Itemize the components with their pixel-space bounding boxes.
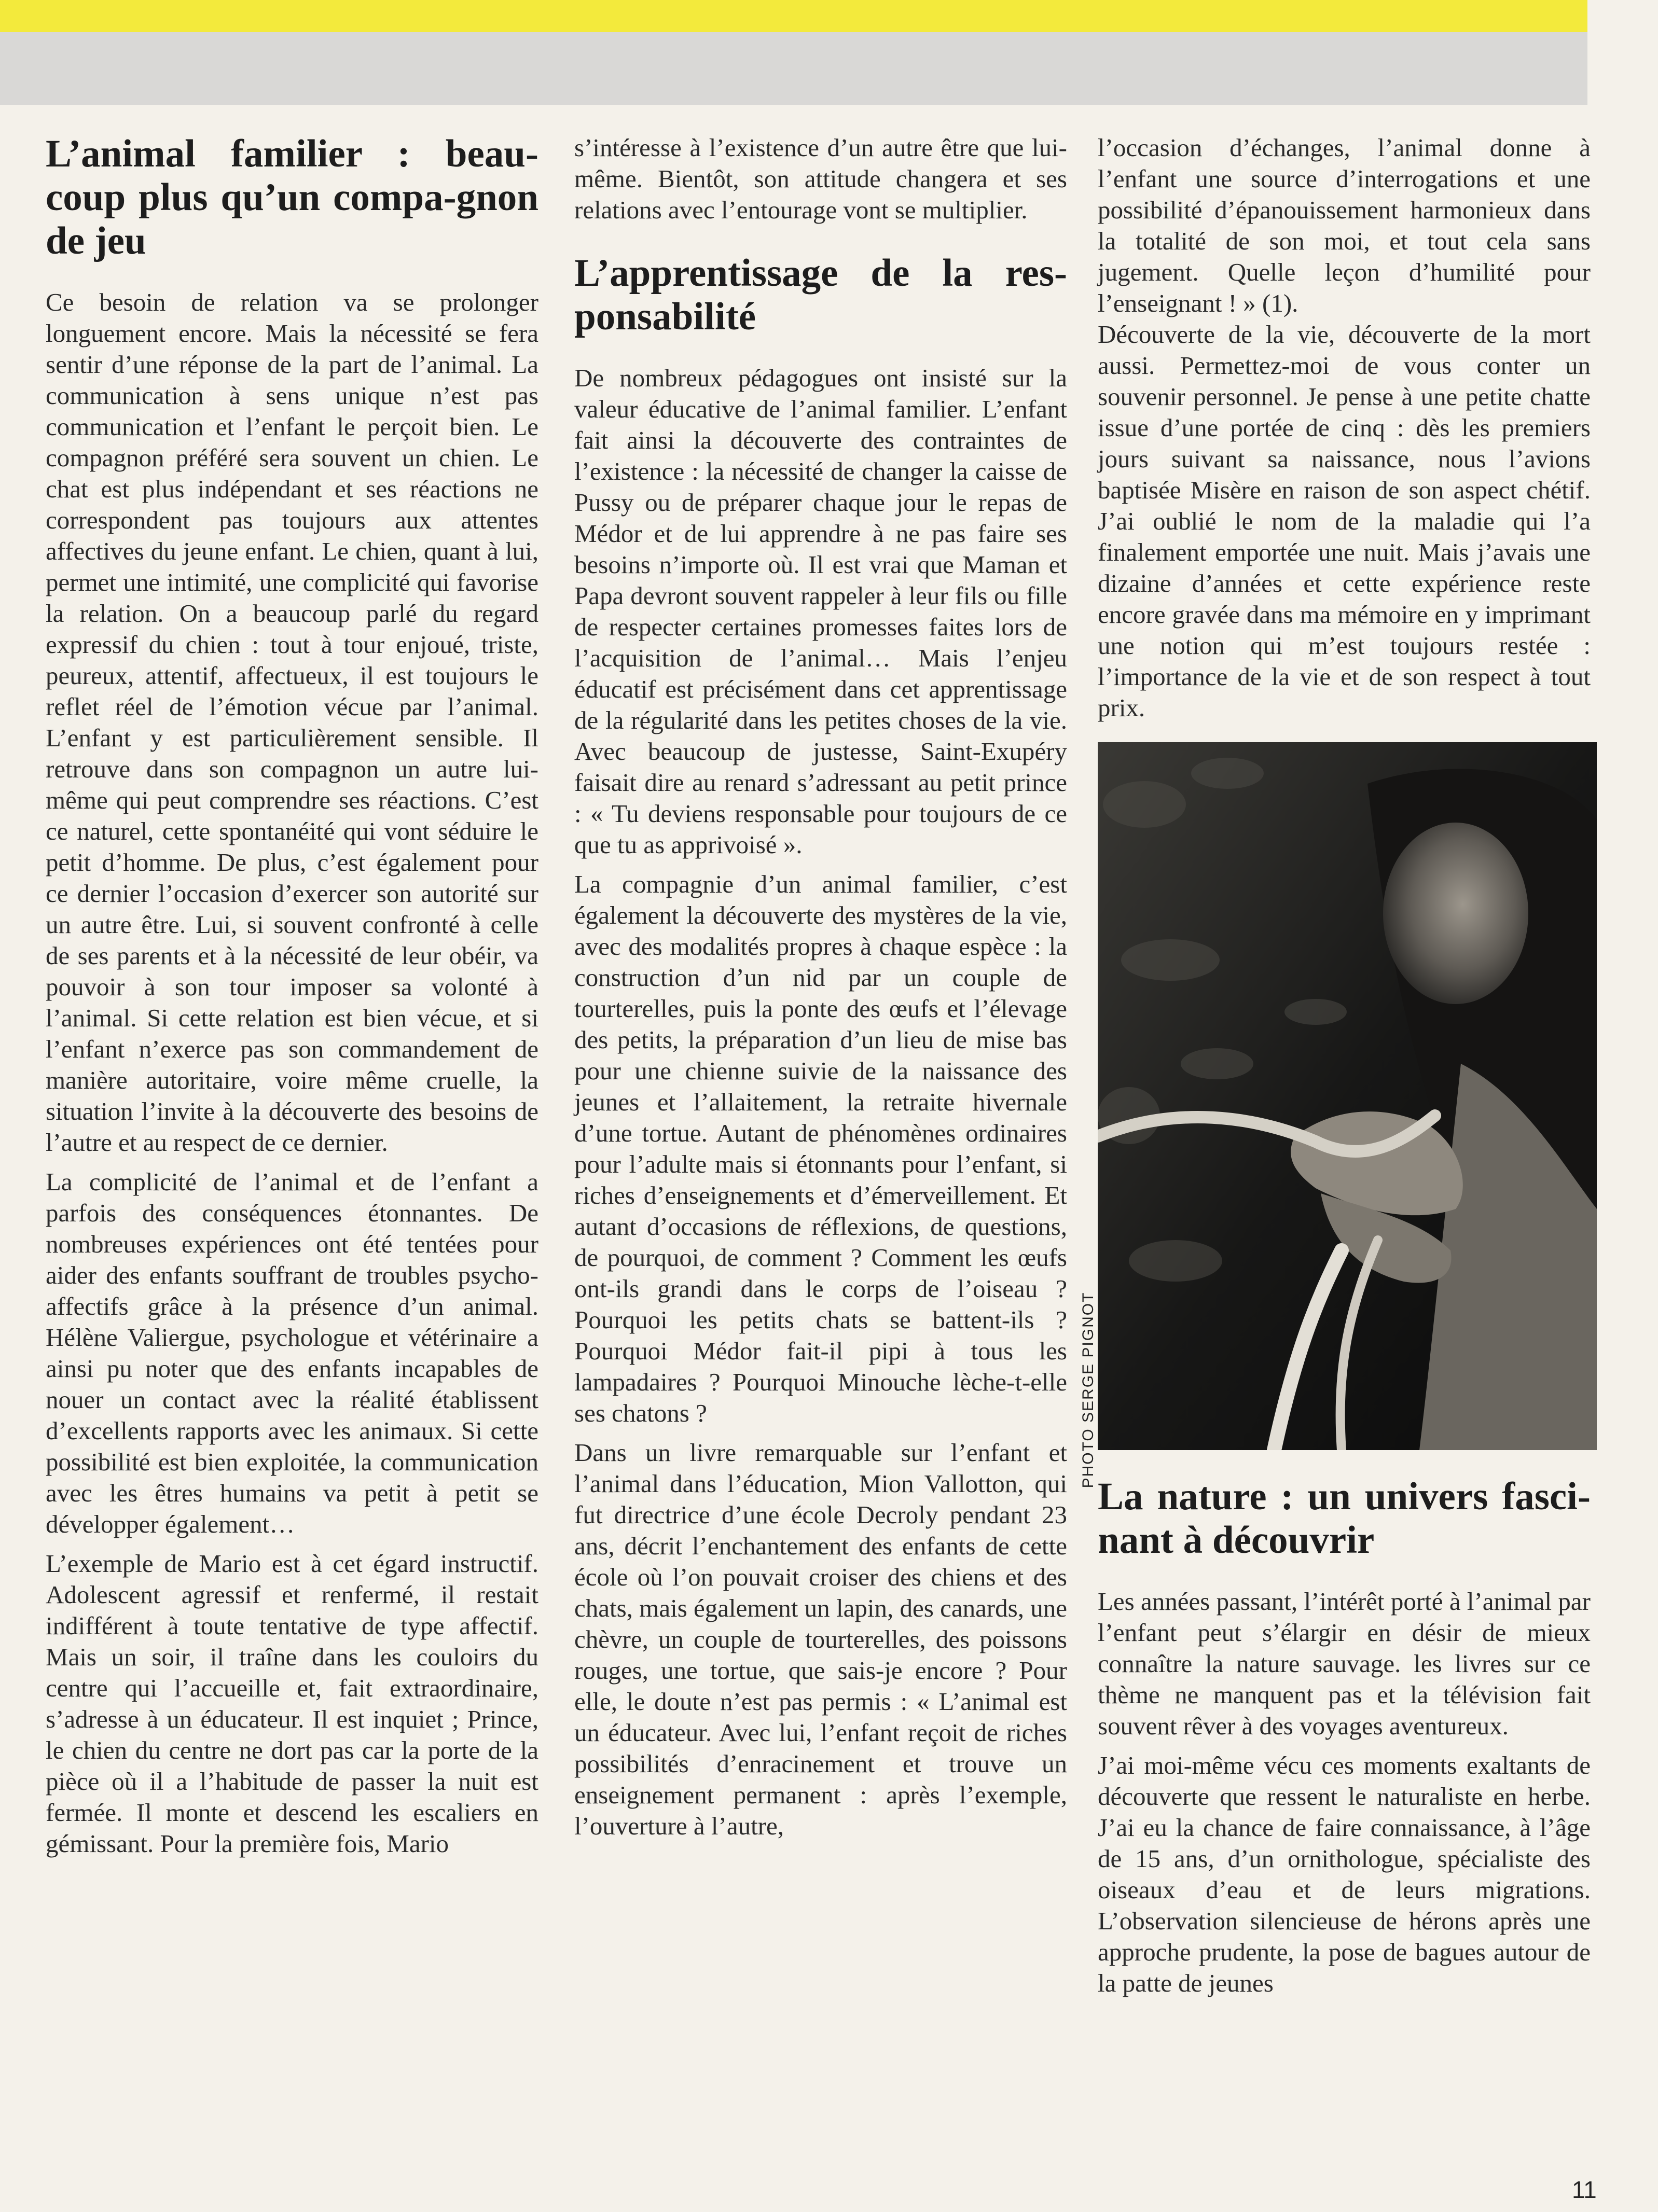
- column-1: [46, 132, 538, 1868]
- paragraph: l’occasion d’échanges, l’animal donne à l’enfant une source d’interrogations et une possibilité d’épanouissement harmonieux dans la totalité de son moi, et tout cela sans jugement. Quelle leçon d’humilité pour l’enseignant ! » (1).: [1098, 133, 1591, 317]
- heading-apprentissage: L’apprentissage de la res-ponsabilité: [574, 252, 1067, 338]
- paragraph: De nombreux pédagogues ont insisté sur la valeur éducative de l’animal familier. L’enfant fait ainsi la découverte des contraintes de l’existence : la nécessité de changer la caisse de Pussy ou de préparer chaque jour le repas de Médor et de lui apprendre à ne pas faire ses besoins n’importe où. Il est vrai que Maman et Papa devront souvent rappeler à leur fils ou fille de respecter certaines promesses faites lors de l’acquisition de l’animal… Mais l’enjeu éducatif est précisément dans cet apprentissage de la régularité dans les petites choses de la vie. Avec beaucoup de justesse, Saint-Exupéry faisait dire au renard s’adressant au petit prince : « Tu deviens responsable pour toujours de ce que tu as apprivoisé ».: [574, 364, 1067, 859]
- paragraph: Les années passant, l’intérêt porté à l’animal par l’enfant peut s’élargir en désir de mieux connaître la nature sauvage. les livres sur ce thème ne manquent pas et la télévision fait souvent rêver à des voyages aventureux.: [1098, 1587, 1591, 1740]
- photo-credit-text: PHOTO SERGE PIGNOT: [1080, 1291, 1097, 1488]
- paragraph: J’ai moi-même vécu ces moments exaltants de découverte que ressent le naturaliste en herbe. J’ai eu la chance de faire connaissance, à l’âge de 15 ans, d’un ornithologue, spécialiste des oiseaux d’eau et de leurs migrations. L’observation silencieuse de hérons après une approche prudente, la pose de bagues autour de la patte de jeunes: [1098, 1751, 1591, 1997]
- column-2: [574, 132, 1067, 1850]
- top-grey-band: [0, 32, 1587, 105]
- paragraph: Découverte de la vie, découverte de la mort aussi. Permettez-moi de vous conter un souvenir personnel. Je pense à une petite chatte issue d’une portée de cinq : dès les premiers jours suivant sa naissance, nous l’avions baptisée Misère en raison de son aspect chétif. J’ai oublié le nom de la maladie qui l’a finalement emportée une nuit. Mais j’avais une dizaine d’années et cette expérience reste encore gravée dans ma mémoire en y imprimant une notion qui m’est toujours restée : l’importance de la vie et de son respect à tout prix.: [1098, 320, 1591, 722]
- photo-illustration: [1098, 742, 1597, 1450]
- heading-la-nature: La nature : un univers fasci-nant à découvrir: [1098, 1475, 1591, 1562]
- photo-girl-with-snake: [1098, 742, 1597, 1450]
- column-3: [1098, 132, 1591, 2007]
- heading-animal-familier: L’animal familier : beau-coup plus qu’un compa-gnon de jeu: [46, 132, 538, 262]
- paragraph: La complicité de l’animal et de l’enfant a parfois des conséquences étonnantes. De nombreuses expériences ont été tentées pour aider des enfants souffrant de troubles psycho-affectifs grâce à la présence d’un animal. Hélène Valiergue, psychologue et vétérinaire a ainsi pu noter que des enfants incapables de nouer un contact avec la réalité établissent d’excellents rapports avec les animaux. Si cette possibilité est bien exploitée, la communication avec les êtres humains va petit à petit se développer également…: [46, 1167, 538, 1538]
- photo-credit: [1073, 1286, 1104, 1494]
- top-yellow-band: [0, 0, 1587, 32]
- page-number: 11: [1572, 2176, 1597, 2203]
- paragraph: Ce besoin de relation va se prolonger longuement encore. Mais la nécessité se fera sentir d’une réponse de la part de l’animal. La communication à sens unique n’est pas communication et l’enfant le perçoit bien. Le compagnon préféré sera souvent un chien. Le chat est plus indépendant et ses réactions ne correspondent pas toujours aux attentes affectives du jeune enfant. Le chien, quant à lui, permet une intimité, une complicité qui favorise la relation. On a beaucoup parlé du regard expressif du chien : tout à tour enjoué, triste, peureux, attentif, affectueux, il est toujours le reflet réel de l’émotion vécue par l’animal. L’enfant y est particulièrement sensible. Il retrouve dans son compagnon un autre lui-même qui peut comprendre ses réactions. C’est ce naturel, cette spontanéité qui vont séduire le petit d’homme. De plus, c’est également pour ce dernier l’occasion d’exercer son autorité sur un autre être. Lui, si souvent confronté à celle de ses parents et à la nécessité de leur obéir, va pouvoir à son tour imposer sa volonté à l’animal. Si cette relation est bien vécue, et si l’enfant n’exerce pas son commandement de manière autoritaire, voire même cruelle, la situation l’invite à la découverte des besoins de l’autre et au respect de ce dernier.: [46, 288, 538, 1157]
- paragraph: La compagnie d’un animal familier, c’est également la découverte des mystères de la vie, avec des modalités propres à chaque espèce : la construction d’un nid par un couple de tourterelles, puis la ponte des œufs et l’élevage des petits, la préparation d’un lieu de mise bas pour une chienne suivie de la naissance des jeunes et l’allaitement, la retraite hivernale d’une tortue. Autant de phénomènes ordinaires pour l’adulte mais si étonnants pour l’enfant, si riches d’enseignements et d’émerveillement. Et autant d’occasions de réflexions, de questions, de pourquoi, de comment ? Comment les œufs ont-ils grandi dans le corps de l’oiseau ? Pourquoi les petits chats se battent-ils ? Pourquoi Médor fait-il pipi à tous les lampadaires ? Pourquoi Minouche lèche-t-elle ses chatons ?: [574, 870, 1067, 1427]
- paragraph: Dans un livre remarquable sur l’enfant et l’animal dans l’éducation, Mion Vallotton, qui fut directrice d’une école Decroly pendant 23 ans, décrit l’enchantement des enfants de cette école où l’on pouvait croiser des chiens et des chats, mais également un lapin, des canards, une chèvre, un couple de tourterelles, des poissons rouges, une tortue, que sais-je encore ? Pour elle, le doute n’est pas permis : « L’animal est un éducateur. Avec lui, l’enfant reçoit de riches possibilités d’enracinement et trouve un enseignement permanent : après l’exemple, l’ouverture à l’autre,: [574, 1438, 1067, 1840]
- paragraph: s’intéresse à l’existence d’un autre être que lui-même. Bientôt, son attitude changera et ses relations avec l’entourage vont se multiplier.: [574, 133, 1067, 224]
- paragraph: L’exemple de Mario est à cet égard instructif. Adolescent agressif et renfermé, il restait indifférent à toute tentative de type affectif. Mais un soir, il traîne dans les couloirs du centre qui l’accueille et, fait extraordinaire, s’adresse à un éducateur. Il est inquiet ; Prince, le chien du centre ne dort pas car la porte de la pièce où il a l’habitude de passer la nuit est fermée. Il monte et descend les escaliers en gémissant. Pour la première fois, Mario: [46, 1549, 538, 1858]
